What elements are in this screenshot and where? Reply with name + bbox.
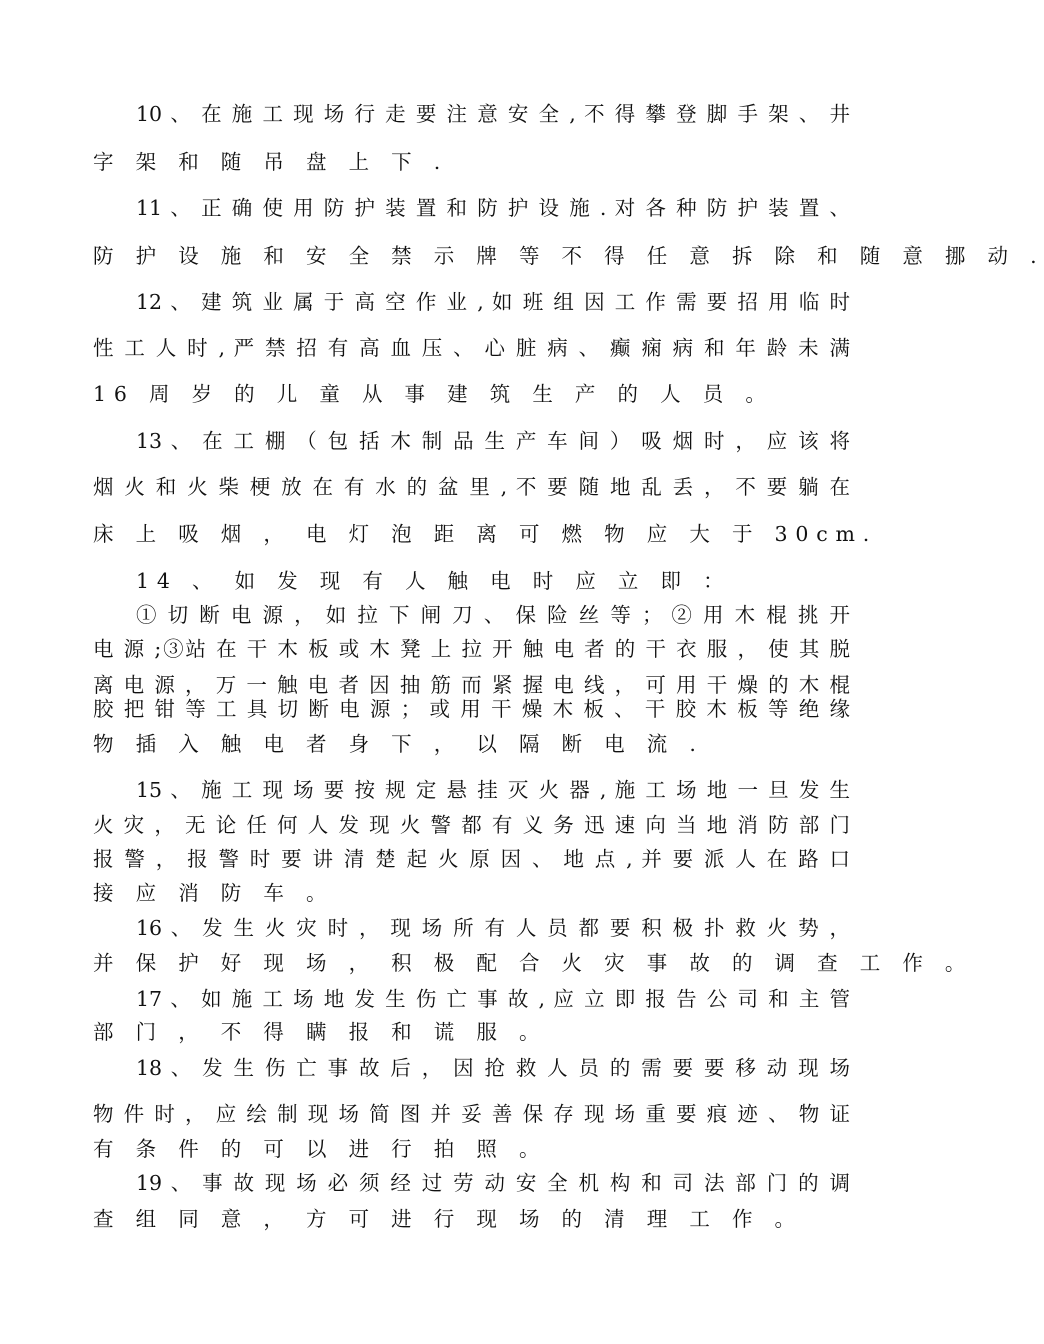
text-line: 防 护 设 施 和 安 全 禁 示 牌 等 不 得 任 意 拆 除 和 随 意 挪 动 . [93, 244, 1044, 268]
text-line: 有 条 件 的 可 以 进 行 拍 照 。 [93, 1137, 548, 1161]
text-line: ① 切 断 电 源 ， 如 拉 下 闸 刀 、 保 险 丝 等 ； ② 用 木 棍 挑 开 [136, 603, 850, 627]
text-line: 物 件 时 ， 应 绘 制 现 场 简 图 并 妥 善 保 存 现 场 重 要 痕 迹 、 物 证 [93, 1102, 850, 1126]
text-line: 胶 把 钳 等 工 具 切 断 电 源 ； 或 用 干 燥 木 板 、 干 胶 木 板 等 绝 缘 [93, 697, 850, 721]
text-line: 接 应 消 防 车 。 [93, 881, 335, 905]
text-line: 报 警 ， 报 警 时 要 讲 清 楚 起 火 原 因 、 地 点 , 并 要 派 人 在 路 口 [93, 847, 850, 871]
text-line: 18 、 发 生 伤 亡 事 故 后 ， 因 抢 救 人 员 的 需 要 要 移 动 现 场 [136, 1056, 850, 1080]
text-line: 部 门 ， 不 得 瞒 报 和 谎 服 。 [93, 1020, 548, 1044]
text-line: 11 、 正 确 使 用 防 护 装 置 和 防 护 设 施 . 对 各 种 防 护 装 置 、 [136, 196, 850, 220]
text-line: 16 、 发 生 火 灾 时 ， 现 场 所 有 人 员 都 要 积 极 扑 救 火 势 ， [136, 916, 850, 940]
text-line: 并 保 护 好 现 场 ， 积 极 配 合 火 灾 事 故 的 调 查 工 作 。 [93, 951, 974, 975]
text-line: 17 、 如 施 工 场 地 发 生 伤 亡 事 故 , 应 立 即 报 告 公 司 和 主 管 [136, 987, 850, 1011]
text-line: 查 组 同 意 ， 方 可 进 行 现 场 的 清 理 工 作 。 [93, 1207, 803, 1231]
text-line: 烟 火 和 火 柴 梗 放 在 有 水 的 盆 里 , 不 要 随 地 乱 丢 ， 不 要 躺 在 [93, 475, 850, 499]
text-line: 电 源 ;③站 在 干 木 板 或 木 凳 上 拉 开 触 电 者 的 干 衣 服 ， 使 其 脱 [93, 637, 850, 661]
text-line: 16 周 岁 的 儿 童 从 事 建 筑 生 产 的 人 员 。 [93, 382, 774, 406]
text-line: 性 工 人 时 , 严 禁 招 有 高 血 压 、 心 脏 病 、 癫 痫 病 和 年 龄 未 满 [93, 336, 850, 360]
text-line: 19 、 事 故 现 场 必 须 经 过 劳 动 安 全 机 构 和 司 法 部 门 的 调 [136, 1171, 850, 1195]
text-line: 14 、 如 发 现 有 人 触 电 时 应 立 即 ： [136, 569, 732, 593]
text-line: 床 上 吸 烟 ， 电 灯 泡 距 离 可 燃 物 应 大 于 30cm. [93, 522, 878, 546]
text-line: 离 电 源 ， 万 一 触 电 者 因 抽 筋 而 紧 握 电 线 ， 可 用 干 燥 的 木 棍 [93, 673, 850, 697]
text-line: 物 插 入 触 电 者 身 下 ， 以 隔 断 电 流 . [93, 732, 704, 756]
text-line: 火 灾 ， 无 论 任 何 人 发 现 火 警 都 有 义 务 迅 速 向 当 地 消 防 部 门 [93, 813, 850, 837]
text-line: 12 、 建 筑 业 属 于 高 空 作 业 , 如 班 组 因 工 作 需 要 招 用 临 时 [136, 290, 850, 314]
text-line: 10 、 在 施 工 现 场 行 走 要 注 意 安 全 , 不 得 攀 登 脚 手 架 、 井 [136, 102, 850, 126]
text-line: 15 、 施 工 现 场 要 按 规 定 悬 挂 灭 火 器 , 施 工 场 地 一 旦 发 生 [136, 778, 850, 802]
text-line: 字 架 和 随 吊 盘 上 下 . [93, 150, 449, 174]
text-line: 13 、 在 工 棚 （ 包 括 木 制 品 生 产 车 间 ） 吸 烟 时 ， 应 该 将 [136, 429, 850, 453]
